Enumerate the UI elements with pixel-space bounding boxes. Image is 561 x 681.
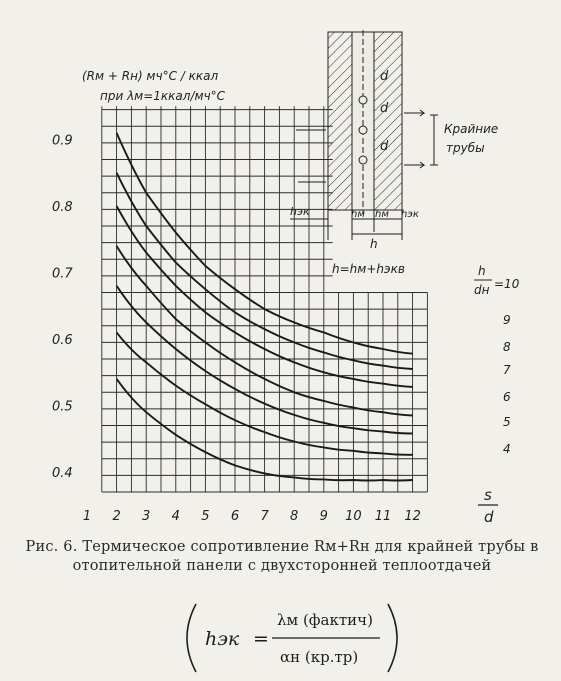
y-tick-label: 0.6 [52, 333, 73, 349]
inset-hn-label: hм [375, 209, 389, 220]
legend-header-bottom: dн [474, 283, 490, 297]
formula-note: h=hм+hэкв [332, 262, 405, 276]
x-tick-label: 1 [82, 509, 92, 524]
inset-arrow-right-1 [404, 110, 424, 116]
legend-label-6: 6 [503, 390, 511, 404]
formula-block [0, 598, 561, 678]
formula-right-paren [388, 604, 397, 672]
inset-pipe-bracket [430, 115, 438, 165]
legend-label-9: 9 [503, 313, 511, 327]
legend-label-4: 4 [503, 442, 511, 456]
legend-header-value: =10 [494, 277, 520, 291]
inset-hm-label: hм [351, 209, 365, 220]
x-axis-label-bottom: d [484, 508, 494, 526]
y-axis-label-line1: (Rм + Rн) мч°С / ккал [82, 69, 219, 83]
formula-denominator: αн (кр.тр) [280, 648, 359, 666]
formula-equals: = [253, 628, 269, 650]
pipes-label-line2: трубы [446, 141, 485, 155]
x-tick-label: 12 [404, 509, 421, 524]
y-tick-label: 0.8 [52, 200, 73, 216]
x-tick-label: 9 [319, 509, 328, 524]
x-tick-label: 7 [260, 509, 269, 524]
x-tick-label: 5 [201, 509, 210, 524]
x-tick-label: 4 [171, 509, 180, 524]
inset-arrow-right-2 [404, 162, 424, 168]
pipe-circle-1 [359, 96, 367, 104]
x-tick-label: 2 [112, 509, 121, 524]
formula-left-paren [187, 604, 196, 672]
pipe-circle-3 [359, 156, 367, 164]
inset-d-label-2: d [380, 101, 389, 116]
legend-header-top: h [478, 264, 486, 278]
x-tick-labels [83, 509, 421, 524]
legend-label-7: 7 [503, 363, 511, 377]
panel-cross-section-inset [290, 30, 498, 251]
inset-h-label: h [370, 237, 378, 251]
x-axis-label-top: s [484, 486, 492, 504]
y-tick-label: 0.5 [52, 399, 73, 415]
pipes-label-line1: Крайние [444, 122, 499, 136]
formula-lhs: hэк [205, 628, 240, 650]
legend-label-5: 5 [503, 415, 511, 429]
y-axis-label-line2: при λм=1ккал/мч°С [100, 89, 226, 103]
figure-caption [22, 538, 542, 576]
outer-layer-right [374, 32, 402, 210]
inset-hek-label: hэк [290, 205, 310, 218]
x-tick-label: 6 [230, 509, 240, 524]
x-tick-label: 10 [345, 509, 362, 524]
y-tick-label: 0.7 [52, 266, 73, 282]
legend-label-8: 8 [503, 340, 511, 354]
y-tick-labels [52, 134, 73, 482]
x-tick-label: 3 [142, 509, 151, 524]
outer-layer-left [328, 32, 352, 210]
x-tick-label: 8 [290, 509, 299, 524]
caption-text: Рис. 6. Термическое сопротивление Rм+Rн для крайней трубы в отопительной панели с двухсторонней теплоотдачей [25, 539, 539, 574]
y-tick-label: 0.9 [52, 133, 73, 149]
y-tick-label: 0.4 [52, 466, 73, 482]
inset-hev-label: hэк [401, 209, 419, 220]
inset-d-label-1: d [380, 69, 389, 84]
chart-legend [503, 313, 511, 456]
pipe-circle-2 [359, 126, 367, 134]
x-tick-label: 11 [374, 509, 392, 524]
inset-d-label-3: d [380, 139, 389, 154]
formula-numerator: λм (фактич) [277, 611, 373, 629]
